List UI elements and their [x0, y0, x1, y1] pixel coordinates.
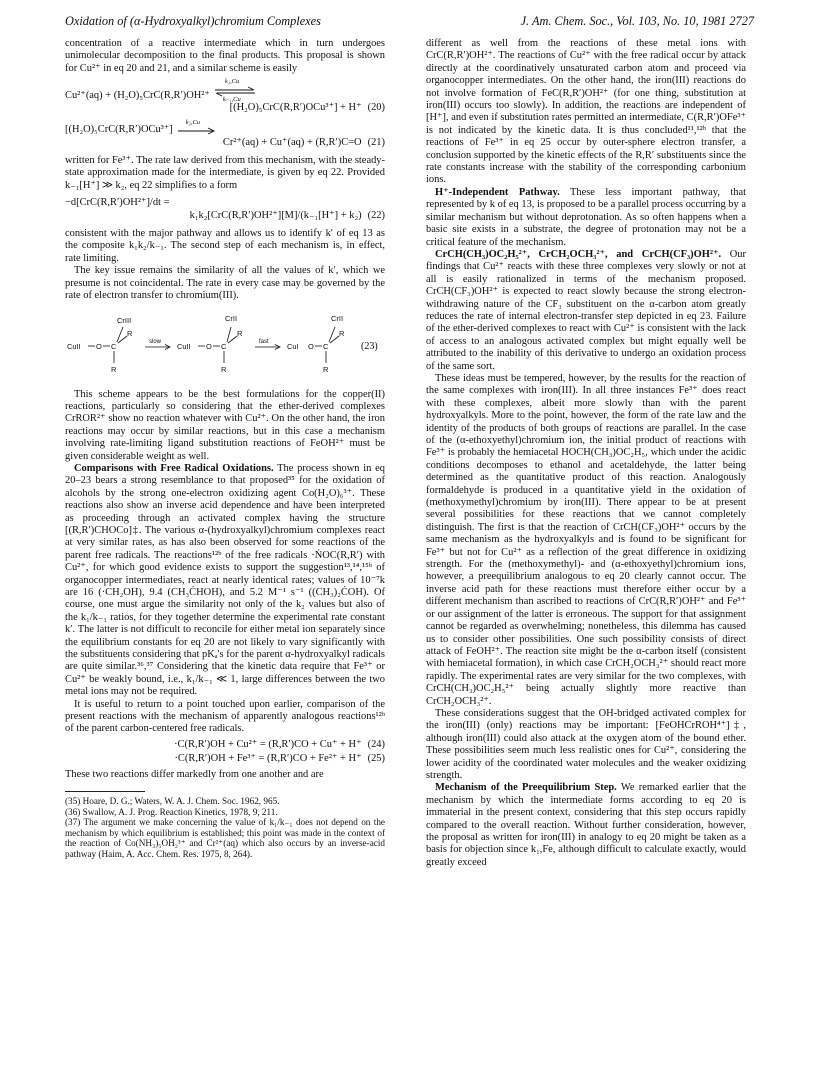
- section-heading: CrCH(CH₃)OC₂H₅²⁺, CrCH₂OCH₃²⁺, and CrCH(CF₃)OH²⁺.: [435, 248, 722, 260]
- equation-text: ·C(R,R′)OH + Cu²⁺ = (R,R′)CO + Cu⁺ + H⁺: [174, 738, 362, 750]
- equation-number: (23): [361, 340, 378, 352]
- equation-21: [65, 118, 385, 149]
- equation-number: (25): [367, 753, 385, 765]
- left-column: [65, 38, 385, 860]
- running-header-title: Oxidation of (α-Hydroxyalkyl)chromium Complexes: [65, 14, 321, 28]
- paragraph: CrCH(CH₃)OC₂H₅²⁺, CrCH₂OCH₃²⁺, and CrCH(CF₃)OH²⁺. Our findings that Cu²⁺ reacts with these three complexes very slowly or not at all is easily rationalized in terms of the mechanism proposed. CrCH(CF₃)OH²⁺ is expected to react slowly because the strong electron-withdrawing nature of the CF₃ substituent on the α-carbon atom greatly reduces the rate of internal electron-transfer step depicted in eq 23. Failure of the ether-derived complexes to react with Cu²⁺ is consistent with the lack of access to an analogous activated complex but might equally well be attributed to the inability of this derivative to undergo an oxidation process of the same sort.: [426, 248, 746, 372]
- reaction-arrow: [176, 118, 216, 137]
- rate-constant-label: k₂,Cu: [185, 118, 201, 126]
- oxygen-label: O: [96, 341, 102, 351]
- footnote-rule: [65, 791, 145, 792]
- r-group-label: R: [221, 364, 227, 374]
- r-group-label: R: [127, 328, 133, 338]
- section-heading: Comparisons with Free Radical Oxidations.: [74, 462, 274, 474]
- equation-text: [(H₂O)₅CrC(R,R′)OCu³⁺] + H⁺: [229, 102, 362, 114]
- footnote: (35) Hoare, D. G.; Waters, W. A. J. Chem. Soc. 1962, 965.: [65, 796, 280, 807]
- paragraph: These considerations suggest that the OH-bridged activated complex for the iron(III) (only) reactions may be important: [FeOHCrROH⁴⁺]‡, although iron(III) could also attack at the oxygen atom of the bound ether. These possibilities seem much less realistic ones for Cu²⁺, considering the lower acidity of the coordinated water molecules and the weaker oxidizing strength.: [426, 707, 746, 781]
- carbon-label: C: [221, 341, 227, 351]
- equation-number: (20): [367, 102, 385, 114]
- equation-22: [65, 197, 385, 222]
- equation-25: [65, 753, 385, 765]
- chromium-label: CrII: [331, 313, 344, 323]
- paragraph: different as well from the reactions of these metal ions with CrC(R,R′)OH²⁺. The reactions of Cu²⁺ with the free radical occur by attack directly at the coordinatively unsaturated carbon atom and proceed via organocopper intermediates. On the other hand, the iron(III) reactions do not involve formation of FeC(R,R′)OH²⁺ (for one thing, substitution at iron(III) occurs too slowly). In addition, the reactions are independent of [H⁺], and even if substitution rates permitted an intermediate, C(R,R′)OFe³⁺ is not indicated by the kinetic data. It is thus concluded¹¹,¹²ᵇ that the reactions of Fe³⁺ in eq 25 occur by outer-sphere electron transfer, a conclusion supported by the kinetic effects of the R,R′ substituents since the rate constants increase with the stability of the corresponding carbonium ions.: [426, 38, 746, 186]
- r-group-label: R: [237, 328, 243, 338]
- r-group-label: R: [111, 364, 117, 374]
- r-group-label: R: [339, 328, 345, 338]
- equation-20: [65, 80, 385, 114]
- section-heading: H⁺-Independent Pathway.: [435, 186, 560, 198]
- equation-text: k₁k₂[CrC(R,R′)OH²⁺][M]/(k₋₁[H⁺] + k₂): [189, 209, 362, 221]
- equation-text: −d[CrC(R,R′)OH²⁺]/dt =: [65, 197, 170, 209]
- equation-24: [65, 739, 385, 751]
- paragraph: H⁺-Independent Pathway. These less important pathway, that represented by k of eq 13, is proposed to be a parallel process occurring by a similar mechanism but without deprotonation. As so often happens when a basic site exists in a substrate, the degree of protonation may not be a critical feature of the mechanism.: [426, 186, 746, 248]
- footnote: (36) Swallow, A. J. Prog. Reaction Kinetics, 1978, 9, 211.: [65, 806, 278, 817]
- equation-number: (21): [367, 136, 385, 148]
- paragraph: Mechanism of the Preequilibrium Step. We remarked earlier that the mechanism by which the intermediate forms according to eq 20 is immaterial in the present context, considering that this step occurs rapidly compared to the overall reaction. Without further consideration, however, the proposal as written for iron(III) in analogy to eq 20 might be taken as a basis for objection since k₁,Fe, although difficult to calculate exactly, would greatly exceed: [426, 782, 746, 868]
- section-heading: Mechanism of the Preequilibrium Step.: [435, 782, 617, 794]
- equation-number: (22): [367, 209, 385, 221]
- carbon-label: C: [323, 341, 329, 351]
- chromium-label: CrIII: [117, 315, 132, 325]
- equilibrium-arrows: [213, 80, 257, 102]
- paragraph: Comparisons with Free Radical Oxidations. The process shown in eq 20–23 bears a strong resemblance to that proposed³⁵ for the oxidation of alcohols by the strong one-electron oxidizing agent Co(H₂O)₆³⁺. These reactions also show an inverse acid dependence and have been interpreted as proceeding through an activated complex having the structure [(R,R′)CHOCo]‡. The various α-(hydroxyalkyl)chromium complexes react at very similar rates, as has also been observed for some reactions of the parent free radicals. The reactions¹²ᵇ of the free radicals ·ṄOC(R,R′) with Cu²⁺, for which good evidence exists to support the suggestion¹³,¹⁴,¹⁵ᵇ of organocopper intermediates, react at nearly identical rates; values of 10⁻⁷k are 16 (·CH₂OH), 9.4 (CH₃ĊHOH), and 5.2 M⁻¹ s⁻¹ ((CH₃)₂ĊOH). Of course, one must argue the similarity not only of the k₂ values but also of the k₁/k₋₁ ratios, for they together determine the experimental rate constant k′. The latter is not difficult to reconcile for either metal ion separately since the equilibrium constants for eq 20 are not likely to vary significantly with the substituents considering that pKₐ's for the parent α-hydroxyalkyl radicals are quite similar.³⁶,³⁷ Considering that the kinetic data require that Fe³⁺ or Cu²⁺ be weakly bound, i.e., k₁/k₋₁ ≪ 1, large differences between the two metal ions may not be required.: [65, 462, 385, 698]
- fast-label: fast: [259, 338, 269, 345]
- carbon-label: C: [111, 341, 117, 351]
- right-column: [426, 38, 746, 869]
- rate-constant-label: k₁,Cu: [224, 78, 240, 86]
- copper-label: CuI: [287, 341, 299, 351]
- rate-constant-label: k₋₁,Cu: [222, 96, 241, 104]
- equation-text: Cu²⁺(aq) + (H₂O)₅CrC(R,R′)OH²⁺: [65, 89, 210, 101]
- paragraph: concentration of a reactive intermediate which in turn undergoes unimolecular decomposition to the final products. This proposal is shown for Cu²⁺ in eq 20 and 21, and a similar scheme is easily: [65, 38, 385, 74]
- paragraph: These two reactions differ markedly from one another and are: [65, 768, 324, 780]
- oxygen-label: O: [308, 341, 314, 351]
- copper-label: CuII: [177, 341, 191, 351]
- slow-label: slow: [149, 338, 162, 345]
- paragraph: The key issue remains the similarity of all the values of k′, which we presume is not coincidental. The rate in every case may be governed by the rate of electron transfer to chromium(III).: [65, 265, 385, 302]
- paragraph: written for Fe³⁺. The rate law derived from this mechanism, with the steady-state approximation made for the intermediate, is given by eq 22. Provided k₋₁[H⁺] ≫ k₂, eq 22 simplifies to a form: [65, 155, 385, 191]
- oxygen-label: O: [206, 341, 212, 351]
- footnote: (37) The argument we make concerning the value of k₁/k₋₁ does not depend on the mechanism by which equilibrium is established; this point was made in the context of the reaction of Co(NH₃)₅OH₂³⁺ and Cr²⁺(aq) which also occurs by an inverse-acid pathway (Haim, A. Acc. Chem. Res. 1975, 8, 264).: [65, 817, 385, 860]
- r-group-label: R: [323, 364, 329, 374]
- running-header-journal: J. Am. Chem. Soc., Vol. 103, No. 10, 1981 2727: [520, 14, 754, 28]
- copper-label: CuII: [67, 341, 81, 351]
- equation-text: Cr²⁺(aq) + Cu⁺(aq) + (R,R′)C=O: [222, 136, 362, 148]
- equation-number: (24): [367, 738, 385, 750]
- paragraph: These ideas must be tempered, however, by the results for the reaction of the same complexes with iron(III). In all three instances Fe³⁺ does react with these complexes, albeit more slowly than with the parent hydroxyalkyls. More to the point, however, the form of the rate law and the identity of the products of both groups of reactions are parallel. In the case of the (α-ethoxyethyl)chromium ion, the initial product of reactions with Fe³⁺ is probably the hemiacetal HOCH(CH₃)OC₂H₅, which under the acidic conditions decomposes to ethanol and acetaldehyde, the latter being determined as the quantitative product of this reaction. Analogously formaldehyde is produced in a quantitative yield in the oxidation of (methoxymethyl)chromium by iron(III). There appear to be at present several possibilities for these reactions that we cannot completely distinguish. The first is that the reaction of CrCH(CF₃)OH²⁺ occurs by the same mechanism as the hydroxyalkyls and is found to be significant for Fe³⁺ but not for Cu²⁺ as a reflection of the great difference in oxidizing strength. For the (methoxymethyl)- and (α-ethoxyethyl)chromium ions, however, a preequilibrium analogous to eq 20 clearly cannot occur. The inverse acid path for these reactions must therefore either occur by a different mechanism than ascribed to reactions of CrC(R,R′)OH²⁺ and Fe³⁺ or our assignment of the latter is erroneous. The support for that assignment cannot be regarded as overwhelming; nonetheless, this dilemma has caused us to consider other possibilities. One such possibility consists of direct attack of FeOH²⁺. The reaction site might be the α-carbon itself (consistent with hemiacetal formation), in which case CrCH₂OCH₃²⁺ should react more rapidly. The experimental rates are very similar for the two complexes, with CrCH(CH₃)OC₂H₅²⁺ being actually slightly more reactive than CrCH₂OCH₃²⁺.: [426, 372, 746, 707]
- paragraph: This scheme appears to be the best formulations for the copper(II) reactions, particularly so considering that the ether-derived complexes CrROR²⁺ show no reaction whatever with Cu²⁺. On the other hand, the iron reactions may occur by similar reactions, but in this case a mechanism involving rate-limiting ligand substitution reactions of FeOH²⁺ must be given considerable weight as well.: [65, 388, 385, 462]
- paragraph: consistent with the major pathway and allows us to identify k′ of eq 13 as the composite k₁k₂/k₋₁. The second step of each mechanism is, in effect, rate limiting.: [65, 228, 385, 264]
- paragraph: It is useful to return to a point touched upon earlier, comparison of the present reactions with the mechanism of apparently analogous reactions¹²ᵇ of the parent carbon-centered free radicals.: [65, 698, 385, 735]
- mechanism-scheme-23: [65, 309, 385, 381]
- equation-text: ·C(R,R′)OH + Fe³⁺ = (R,R′)CO + Fe²⁺ + H⁺: [174, 753, 362, 765]
- chromium-label: CrII: [225, 313, 238, 323]
- equation-text: [(H₂O)₅CrC(R,R′)OCu³⁺]: [65, 124, 173, 136]
